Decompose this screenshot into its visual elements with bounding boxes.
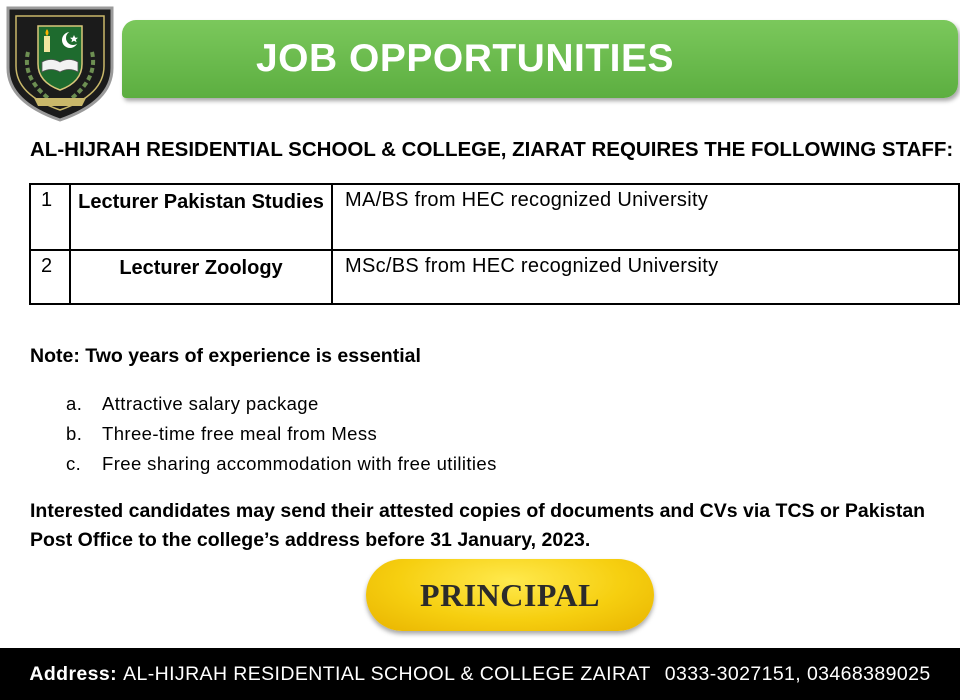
college-crest-logo [4,2,116,122]
benefit-text: Free sharing accommodation with free utilities [102,453,497,474]
list-marker: a. [66,393,83,414]
experience-note: Note: Two years of experience is essential [30,345,421,367]
list-marker: c. [66,453,82,474]
phone-numbers: 0333-3027151, 03468389025 [664,662,931,685]
application-instructions: Interested candidates may send their attested copies of documents and CVs via TCS or Pakistan Post Office to the college’s address before 31 January, 2023. [30,500,926,551]
position-qualification: MSc/BS from HEC recognized University [332,250,959,304]
table-row [30,184,959,250]
signature-label: PRINCIPAL [420,576,600,613]
position-number: 1 [30,184,70,250]
position-title: Lecturer Pakistan Studies [70,184,332,250]
position-number: 2 [30,250,70,304]
benefits-list [66,393,497,483]
position-qualification: MA/BS from HEC recognized University [332,184,959,250]
position-title: Lecturer Zoology [70,250,332,304]
address-label: Address: [29,662,118,685]
positions-table [29,183,960,305]
staff-requirement-heading: AL-HIJRAH RESIDENTIAL SCHOOL & COLLEGE, ZIARAT REQUIRES THE FOLLOWING STAFF: [30,138,954,161]
list-item [66,423,497,453]
list-marker: b. [66,423,83,444]
title-banner [122,20,958,98]
principal-signature-badge [366,559,654,631]
list-item [66,453,497,483]
address-text: AL-HIJRAH RESIDENTIAL SCHOOL & COLLEGE ZAIRAT [123,662,651,685]
table-row [30,250,959,304]
benefit-text: Attractive salary package [102,393,319,414]
address-footer [0,648,960,700]
banner-title: JOB OPPORTUNITIES [255,37,675,80]
benefit-text: Three-time free meal from Mess [102,423,378,444]
list-item [66,393,497,423]
